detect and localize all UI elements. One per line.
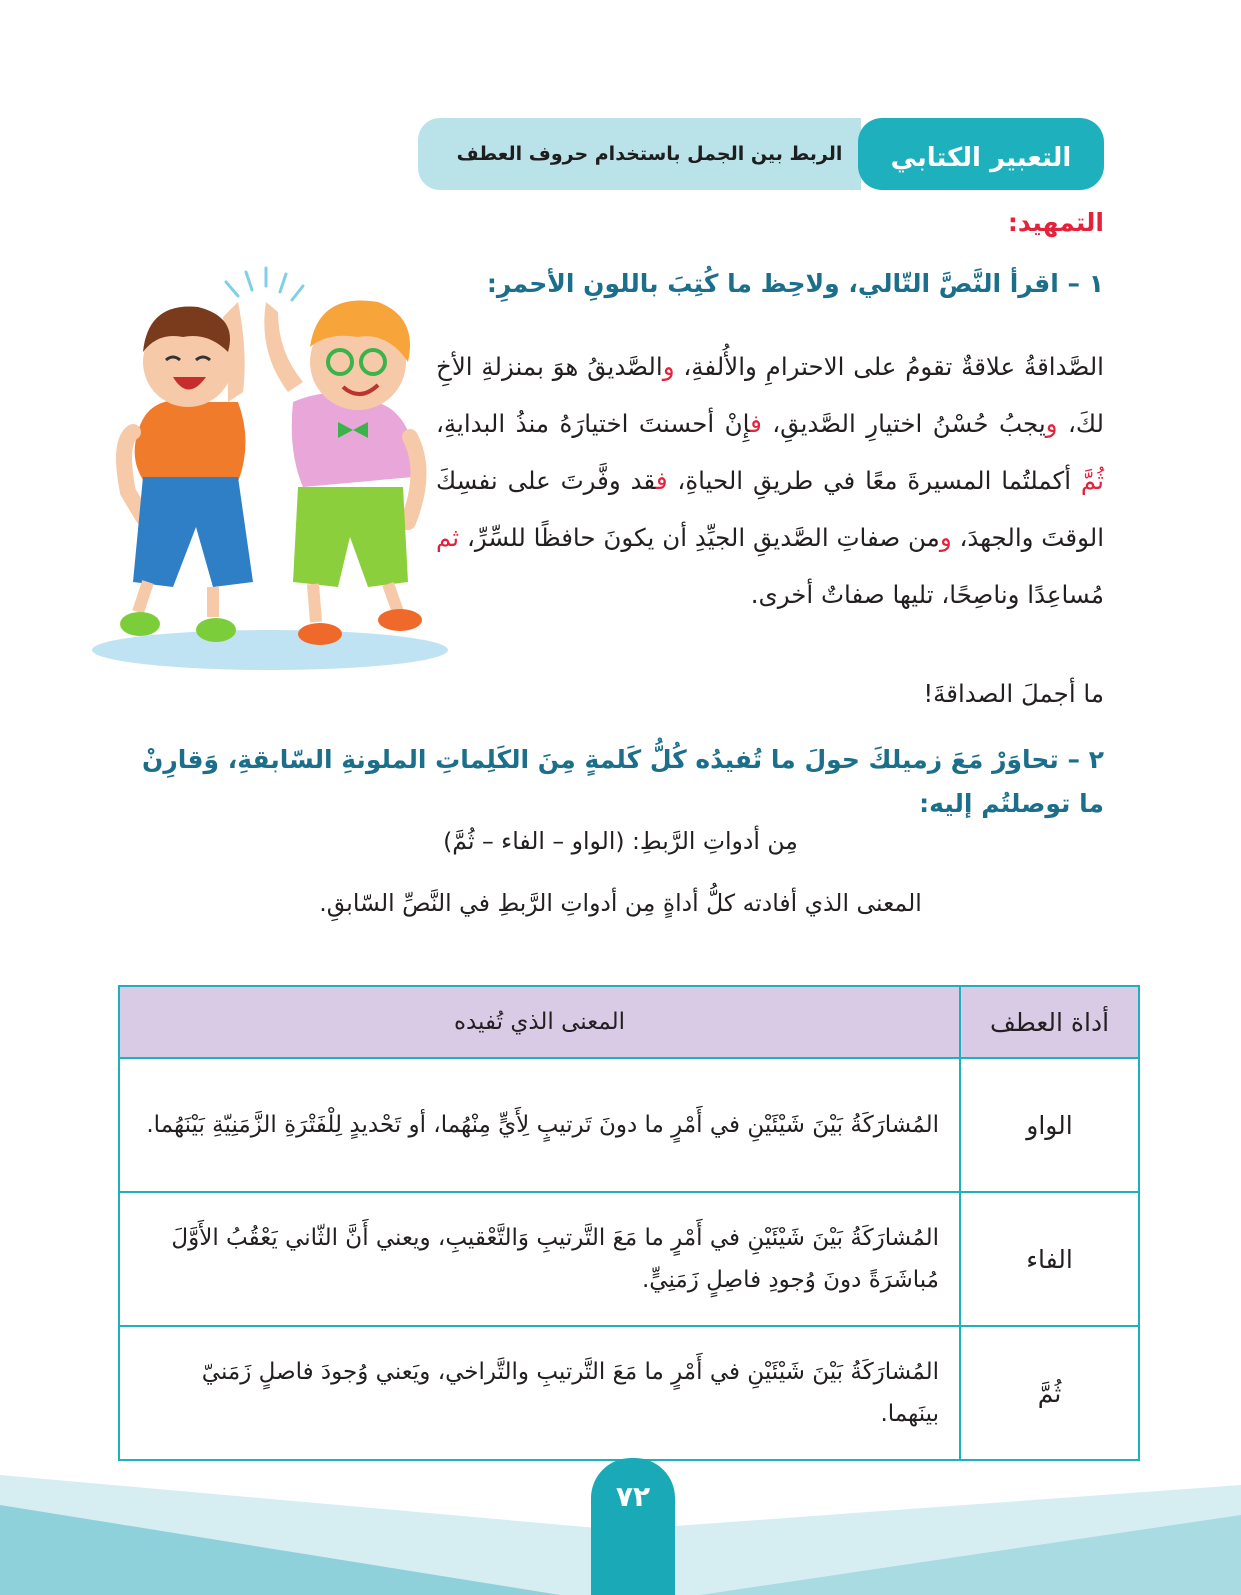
question-2 [134, 738, 1104, 826]
page-number [591, 1458, 675, 1595]
question-2-text: تحاوَرْ مَعَ زميلكَ حولَ ما تُفيدُه كُلُّ كَلمةٍ مِنَ الكَلِماتِ الملونةِ السّابقةِ، وَقارِنْ ما توصلتُم إليه: [142, 745, 1104, 818]
lesson-title-pill [418, 118, 861, 190]
row-tool: الواو [960, 1058, 1139, 1192]
row-meaning: المُشارَكَةُ بَيْنَ شَيْئَيْنِ في أَمْرٍ ما مَعَ التَّرتيبِ والتَّراخي، ويَعني وُجودَ فاصلٍ زَمَنيّ بينَهما. [119, 1326, 960, 1460]
question-2-number: ٢ – [1067, 745, 1104, 774]
connector-word: و [1045, 409, 1058, 438]
table-row [119, 1192, 1139, 1326]
section-label: التعبير الكتابي [890, 143, 1072, 173]
question-1-text: اقرأ النَّصَّ التّالي، ولاحِظ ما كُتِبَ [658, 269, 1059, 298]
table-header-row [119, 986, 1139, 1058]
reading-passage: الصَّداقةُ علاقةٌ تقومُ على الاحترامِ والأُلفةِ، والصَّديقُ هوَ بمنزلةِ الأخِ لكَ، ويجبُ حُسْنُ اختيارِ الصَّديقِ، فإِنْ أحسنتَ اختيارَهُ منذُ البدايةِ، ثُمَّ أكملتُما المسيرةَ معًا في طريقِ الحياةِ، فقد وفَّرتَ على نفسِكَ الوقتَ والجهدَ، ومن صفاتِ الصَّديقِ الجيِّدِ أن يكونَ حافظًا للسِّرِّ، ثم مُساعِدًا وناصِحًا، تليها صفاتٌ أخرى. [436, 352, 1104, 609]
question-1-colon: : [486, 269, 497, 298]
row-meaning: المُشارَكَةُ بَيْنَ شَيْئَيْنِ في أَمْرٍ ما مَعَ التَّرتيبِ وَالتَّعْقيبِ، ويعني أَنَّ الثّاني يَعْقُبُ الأَوَّلَ مُباشَرَةً دونَ وُجودِ فاصِلٍ زَمَنِيٍّ. [119, 1192, 960, 1326]
connector-word: ف [750, 409, 762, 438]
conjunctions-table [118, 985, 1140, 1461]
two-boys-high-five-illustration [88, 262, 450, 672]
header-tool: أداة العطف [960, 986, 1139, 1058]
tools-line: مِن أدواتِ الرَّبطِ: (الواو – الفاء – ثُمَّ) [443, 827, 798, 855]
connector-word: ف [655, 466, 668, 495]
meaning-line: المعنى الذي أفادته كلُّ أداةٍ مِن أدواتِ الرَّبطِ في النَّصِّ السّابقِ. [319, 889, 922, 917]
question-1 [487, 262, 1104, 306]
connector-word: ثُمَّ [1080, 466, 1104, 495]
passage-closing: ما أجملَ الصداقةَ! [923, 679, 1104, 708]
question-1-number: ١ – [1067, 269, 1104, 298]
section-label-pill [858, 118, 1104, 190]
table-row [119, 1326, 1139, 1460]
row-tool: ثُمَّ [960, 1326, 1139, 1460]
page-number-text: ٧٢ [615, 1480, 651, 1513]
table-row [119, 1058, 1139, 1192]
connector-word: و [939, 523, 952, 552]
connector-word: ثم [436, 523, 460, 552]
row-meaning: المُشارَكَةُ بَيْنَ شَيْئَيْنِ في أَمْرٍ ما دونَ تَرتيبٍ لِأَيٍّ مِنْهُما، أو تَحْديدٍ لِلْفَتْرَةِ الزَّمَنِيّةِ بَيْنَهُما. [119, 1058, 960, 1192]
question-1-highlight: باللونِ الأحمرِ [496, 269, 659, 298]
intro-heading: التمهيد: [1007, 208, 1104, 237]
connector-word: و [662, 352, 675, 381]
header-meaning: المعنى الذي تُفيده [119, 986, 960, 1058]
lesson-title: الربط بين الجمل باستخدام حروف العطف [456, 143, 843, 165]
row-tool: الفاء [960, 1192, 1139, 1326]
